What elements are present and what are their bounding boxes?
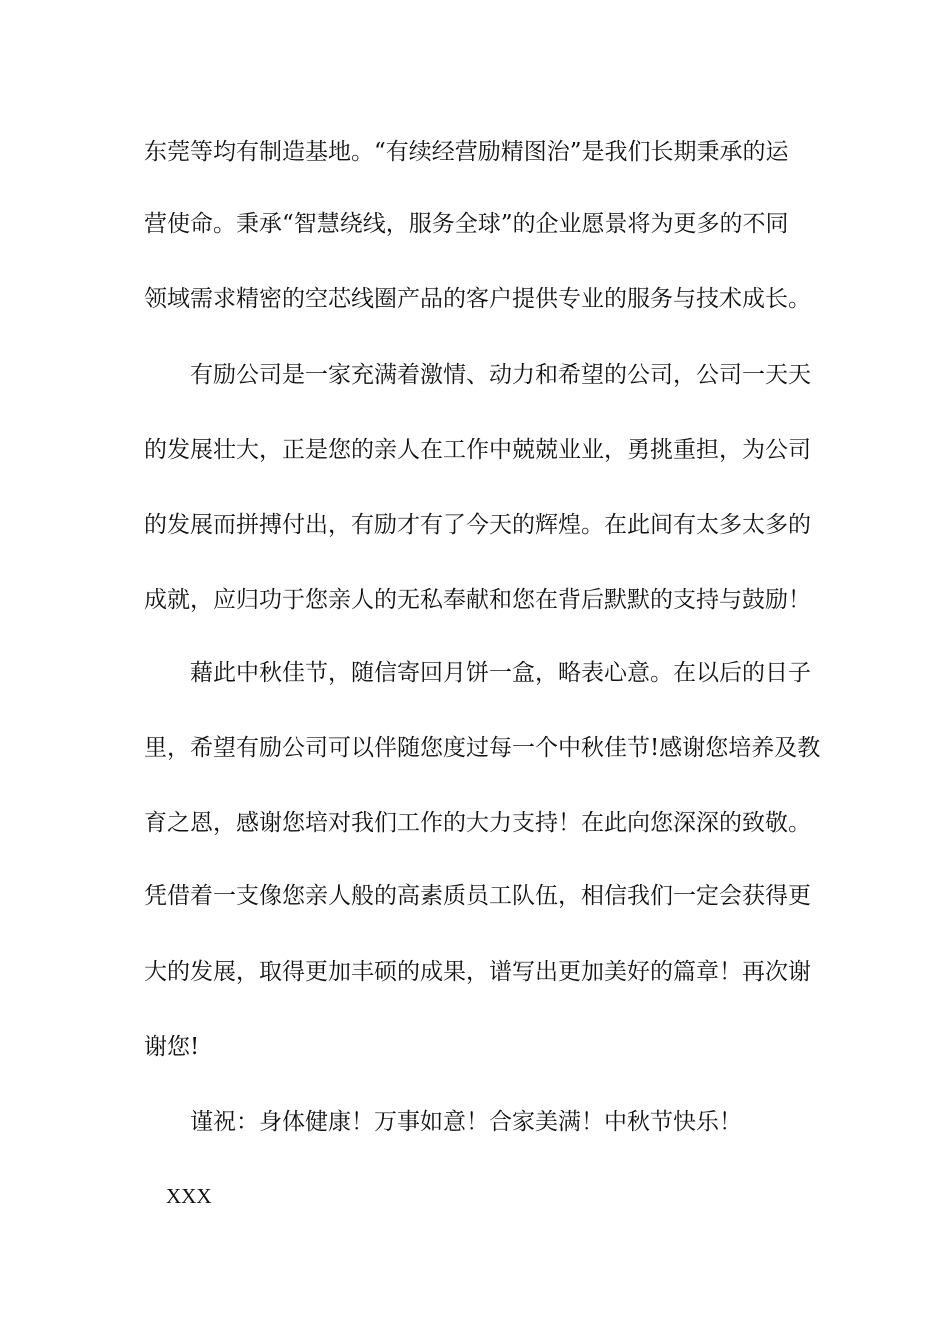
paragraph-3-line-3: 育之恩，感谢您培对我们工作的大力支持！在此向您深深的致敬。 (144, 810, 811, 836)
closing-wishes: 谨祝：身体健康！万事如意！合家美满！中秋节快乐！ (190, 1109, 742, 1135)
paragraph-3-line-5: 大的发展，取得更加丰硕的成果，谱写出更加美好的篇章！再次谢 (144, 959, 811, 985)
paragraph-2-line-3: 的发展而拼搏付出，有励才有了今天的辉煌。在此间有太多太多的 (144, 512, 811, 538)
paragraph-3-line-6: 谢您! (144, 1034, 200, 1060)
paragraph-1-line-2: 营使命。秉承“智慧绕线，服务全球”的企业愿景将为更多的不同 (144, 211, 789, 237)
paragraph-3-line-4: 凭借着一支像您亲人般的高素质员工队伍，相信我们一定会获得更 (144, 883, 811, 909)
paragraph-2-line-4: 成就，应归功于您亲人的无私奉献和您在背后默默的支持与鼓励！ (144, 587, 811, 613)
paragraph-2-line-2: 的发展壮大，正是您的亲人在工作中兢兢业业，勇挑重担，为公司 (144, 437, 811, 463)
signature: XXX (166, 1184, 212, 1208)
paragraph-3-line-2: 里，希望有励公司可以伴随您度过每一个中秋佳节!感谢您培养及教 (144, 735, 821, 761)
paragraph-3-line-1: 藉此中秋佳节，随信寄回月饼一盒，略表心意。在以后的日子 (190, 660, 811, 686)
paragraph-1-line-1: 东莞等均有制造基地。“有续经营励精图治”是我们长期秉承的运 (144, 139, 789, 165)
paragraph-2-line-1: 有励公司是一家充满着激情、动力和希望的公司，公司一天天 (190, 362, 811, 388)
paragraph-1-line-3: 领域需求精密的空芯线圈产品的客户提供专业的服务与技术成长。 (144, 286, 811, 312)
